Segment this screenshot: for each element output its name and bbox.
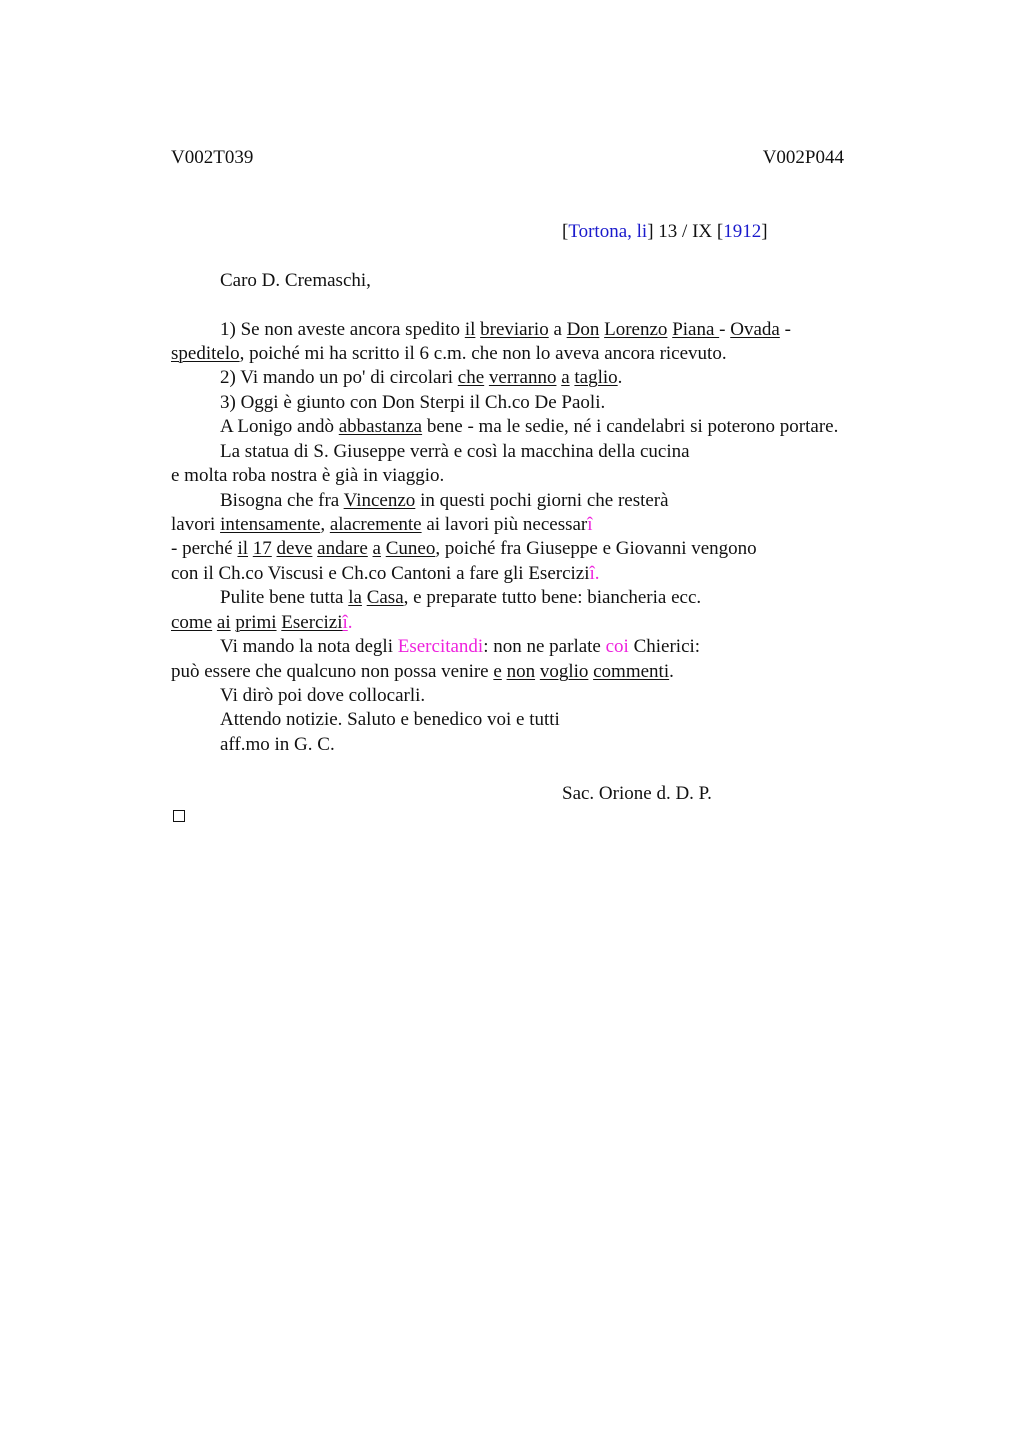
underlined-text: abbastanza bbox=[338, 416, 423, 437]
line-text: in questi pochi giorni che resterà bbox=[415, 490, 669, 511]
dateline-year: 1912 bbox=[723, 221, 762, 242]
underlined-text: Cuneo bbox=[385, 538, 436, 559]
highlighted-text: . bbox=[347, 612, 353, 633]
underlined-text: il bbox=[237, 538, 249, 559]
line-text: Attendo notizie. Saluto e benedico voi e tutti bbox=[220, 709, 560, 730]
end-square-icon bbox=[173, 810, 185, 822]
underlined-text: Don bbox=[566, 319, 600, 340]
line-text: ai lavori più necessar bbox=[421, 514, 588, 535]
line-text: può essere che qualcuno non possa venire bbox=[171, 661, 494, 682]
line-text: aff.mo in G. C. bbox=[220, 734, 335, 755]
letter-line bbox=[171, 611, 353, 635]
document-code-left: V002T039 bbox=[171, 147, 254, 168]
highlighted-text: î bbox=[587, 514, 593, 535]
line-text: bene - ma le sedie, né i candelabri si poterono portare. bbox=[422, 416, 839, 437]
line-text: Pulite bene tutta bbox=[220, 587, 349, 608]
line-text: , bbox=[320, 514, 330, 535]
line-text: lavori bbox=[171, 514, 221, 535]
line-text: e molta roba nostra è già in viaggio. bbox=[171, 465, 445, 486]
letter-line bbox=[220, 391, 605, 415]
underlined-text: 17 bbox=[252, 538, 272, 559]
line-text: - bbox=[779, 319, 791, 340]
highlighted-text: Esercitandi bbox=[397, 636, 484, 657]
letter-line bbox=[220, 684, 425, 708]
line-text: . bbox=[669, 661, 674, 682]
letter-line bbox=[171, 562, 600, 586]
underlined-text: Casa bbox=[366, 587, 404, 608]
underlined-text: intensamente bbox=[220, 514, 321, 535]
salutation: Caro D. Cremaschi, bbox=[220, 270, 371, 291]
line-text: Vi dirò poi dove collocarli. bbox=[220, 685, 426, 706]
letter-line bbox=[220, 733, 335, 757]
underlined-text: î bbox=[342, 612, 348, 633]
underlined-text: primi bbox=[235, 612, 277, 633]
underlined-text: a bbox=[372, 538, 381, 559]
underlined-text: breviario bbox=[480, 319, 549, 340]
document-code-right: V002P044 bbox=[762, 147, 844, 168]
dateline bbox=[562, 220, 768, 244]
underlined-text: la bbox=[348, 587, 362, 608]
letter-line bbox=[220, 415, 838, 439]
letter-line bbox=[220, 635, 700, 659]
underlined-text: speditelo bbox=[171, 343, 240, 364]
line-text: , poiché mi ha scritto il 6 c.m. che non lo aveva ancora ricevuto. bbox=[239, 343, 727, 364]
letter-line bbox=[220, 489, 669, 513]
line-text: a bbox=[548, 319, 567, 340]
letter-line bbox=[171, 513, 593, 537]
letter-line bbox=[220, 366, 622, 390]
underlined-text: Lorenzo bbox=[604, 319, 668, 340]
dateline-date: ] 13 / IX [ bbox=[647, 221, 724, 242]
letter-line bbox=[171, 660, 674, 684]
line-text: : non ne parlate bbox=[483, 636, 606, 657]
underlined-text: e bbox=[493, 661, 502, 682]
letter-line bbox=[171, 342, 727, 366]
underlined-text: a bbox=[561, 367, 570, 388]
underlined-text: Vincenzo bbox=[343, 490, 416, 511]
line-text: , e preparate tutto bene: biancheria ecc. bbox=[403, 587, 702, 608]
line-text: 3) Oggi è giunto con Don Sterpi il Ch.co De Paoli. bbox=[220, 392, 606, 413]
line-text: 2) Vi mando un po' di circolari bbox=[220, 367, 458, 388]
underlined-text: taglio bbox=[574, 367, 618, 388]
line-text: Bisogna che fra bbox=[220, 490, 344, 511]
underlined-text: Piana bbox=[672, 319, 720, 340]
highlighted-text: î. bbox=[589, 563, 600, 584]
letter-line bbox=[220, 318, 791, 342]
line-text: La statua di S. Giuseppe verrà e così la macchina della cucina bbox=[220, 441, 690, 462]
line-text: con il Ch.co Viscusi e Ch.co Cantoni a fare gli Esercizi bbox=[171, 563, 590, 584]
underlined-text: che bbox=[457, 367, 485, 388]
letter-line bbox=[220, 586, 701, 610]
underlined-text: Esercizi bbox=[281, 612, 343, 633]
line-text: Vi mando la nota degli bbox=[220, 636, 398, 657]
underlined-text: andare bbox=[317, 538, 368, 559]
dateline-place: Tortona, li bbox=[568, 221, 648, 242]
letter-line bbox=[220, 708, 560, 732]
dateline-bracket-open: [ bbox=[562, 221, 569, 242]
underlined-text: voglio bbox=[539, 661, 589, 682]
underlined-text: non bbox=[506, 661, 536, 682]
letter-line bbox=[171, 537, 757, 561]
signature: Sac. Orione d. D. P. bbox=[562, 783, 712, 804]
letter-line bbox=[220, 440, 690, 464]
letter-line bbox=[171, 464, 444, 488]
underlined-text: il bbox=[464, 319, 476, 340]
line-text: A Lonigo andò bbox=[220, 416, 339, 437]
line-text: - perché bbox=[171, 538, 238, 559]
highlighted-text: coi bbox=[605, 636, 629, 657]
underlined-text: commenti bbox=[593, 661, 670, 682]
underlined-text: deve bbox=[276, 538, 313, 559]
line-text: 1) Se non aveste ancora spedito bbox=[220, 319, 465, 340]
line-text: . bbox=[617, 367, 623, 388]
underlined-text: ai bbox=[216, 612, 231, 633]
dateline-bracket-close: ] bbox=[761, 221, 768, 242]
underlined-text: verranno bbox=[488, 367, 557, 388]
underlined-text: come bbox=[171, 612, 213, 633]
line-text: Chierici: bbox=[628, 636, 701, 657]
underlined-text: Ovada bbox=[730, 319, 780, 340]
line-text: - bbox=[719, 319, 731, 340]
line-text: , poiché fra Giuseppe e Giovanni vengono bbox=[435, 538, 757, 559]
underlined-text: alacremente bbox=[329, 514, 422, 535]
